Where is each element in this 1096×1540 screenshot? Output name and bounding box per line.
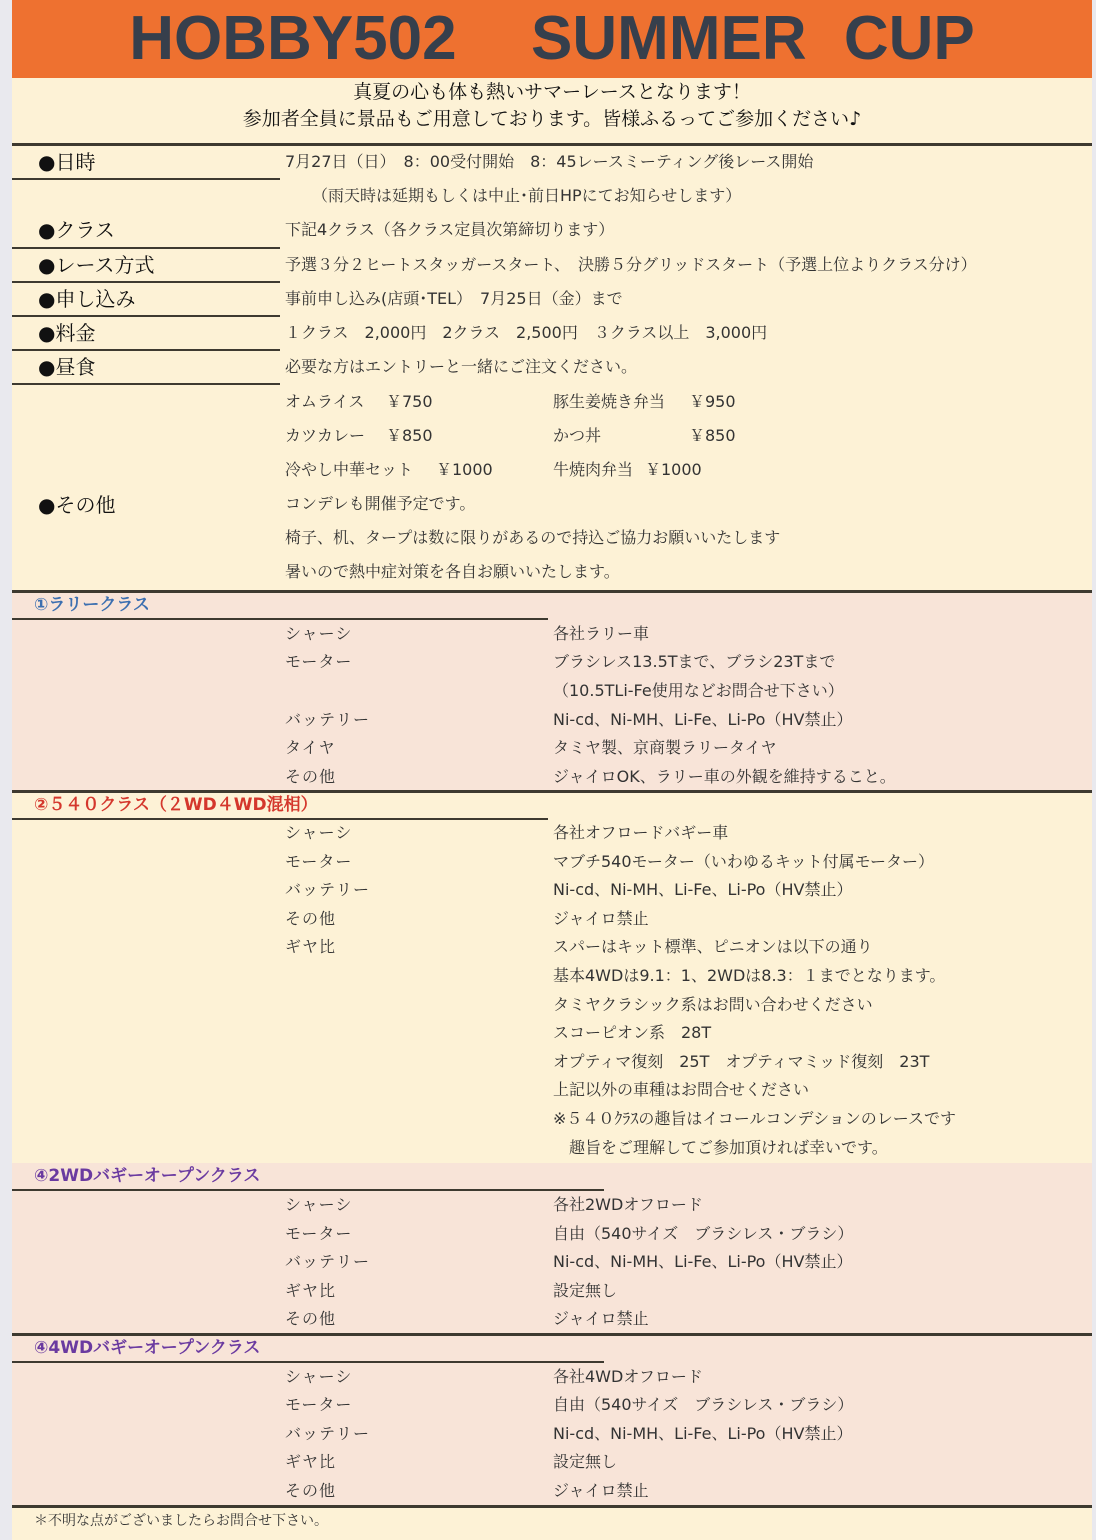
spec-value: ジャイロ禁止 [553, 1309, 649, 1328]
spec-value: タミヤクラシック系はお問い合わせください [553, 995, 873, 1014]
spec-value: 趣旨をご理解してご参加頂ければ幸いです。 [553, 1138, 888, 1157]
section-title-underline [12, 1361, 604, 1363]
section-2wd-open-class [12, 1163, 1092, 1333]
spec-value: 各社オフロードバギー車 [553, 823, 729, 842]
footer [12, 1505, 1092, 1540]
section-540-class [12, 790, 1092, 1163]
spec-value: 設定無し [553, 1281, 618, 1300]
section-title-underline [12, 818, 548, 820]
spec-value: 各社2WDオフロード [553, 1195, 703, 1214]
spec-value: マブチ540モーター（いわゆるキット付属モーター） [553, 852, 934, 871]
menu-item-price: ￥1000 [645, 460, 702, 479]
spec-key: ギヤ比 [285, 937, 337, 956]
spec-key: バッテリー [285, 710, 371, 729]
spec-value: タミヤ製、京商製ラリータイヤ [553, 738, 777, 757]
label-underline [12, 315, 280, 317]
spec-value: （10.5TLi-Fe使用などお問合せ下さい） [553, 681, 844, 700]
divider [12, 590, 1092, 593]
spec-key: ギヤ比 [285, 1452, 337, 1471]
spec-value: Ni-cd、Ni-MH、Li-Fe、Li-Po（HV禁止） [553, 1252, 853, 1271]
label-underline [12, 349, 280, 351]
other-line: 椅子、机、タープは数に限りがあるので持込ご協力お願いいたします [285, 528, 781, 547]
fee-label: ●料金 [38, 321, 96, 345]
menu-item-price: ￥850 [689, 426, 736, 445]
other-line: コンデレも開催予定です。 [285, 494, 476, 513]
subtitle-line-1: 真夏の心も体も熱いサマーレースとなります！ [353, 81, 751, 103]
date-value: 7月27日（日） 8：00受付開始 8：45レースミーティング後レース開始 [285, 152, 814, 171]
race-format-label: ●レース方式 [38, 253, 155, 277]
section-title-underline [12, 618, 548, 620]
menu-item-name: オムライス [285, 392, 365, 411]
section-4wd-open-class [12, 1333, 1092, 1505]
divider [12, 143, 1092, 146]
menu-item-price: ￥750 [386, 392, 433, 411]
spec-key: その他 [285, 767, 337, 786]
section-title: ①ラリークラス [34, 595, 150, 615]
label-underline [12, 383, 280, 385]
spec-value: オプティマ復刻 25T オプティマミッド復刻 23T [553, 1052, 930, 1071]
menu-item-name: かつ丼 [553, 426, 602, 445]
menu-item-name: カツカレー [285, 426, 366, 445]
spec-key: その他 [285, 1309, 337, 1328]
section-title: ④2WDバギーオープンクラス [34, 1166, 261, 1186]
class-label: ●クラス [38, 218, 115, 242]
spec-key: シャーシ [285, 1367, 353, 1386]
spec-value: ジャイロ禁止 [553, 909, 649, 928]
fee-value: １クラス 2,000円 2クラス 2,500円 ３クラス以上 3,000円 [285, 323, 768, 342]
spec-value: スコーピオン系 28T [553, 1023, 712, 1042]
race-format-value: 予選３分２ヒートスタッガースタート、 決勝５分グリッドスタート（予選上位よりクラス分け） [285, 255, 977, 274]
spec-key: シャーシ [285, 624, 353, 643]
section-title-underline [12, 1189, 604, 1191]
spec-key: モーター [285, 852, 353, 871]
spec-value: 基本4WDは9.1：1、2WDは8.3：１までとなります。 [553, 966, 946, 985]
section-title: ②５４０クラス（２WD４WD混相） [34, 795, 318, 815]
spec-key: ギヤ比 [285, 1281, 337, 1300]
other-line: 暑いので熱中症対策を各自お願いいたします。 [285, 562, 620, 581]
spec-key: その他 [285, 1481, 337, 1500]
spec-key: シャーシ [285, 823, 353, 842]
menu-item-name: 牛焼肉弁当 [553, 460, 634, 479]
flyer-sheet [12, 0, 1092, 1540]
entry-value: 事前申し込み(店頭･TEL） 7月25日（金）まで [285, 289, 623, 308]
menu-item-name: 豚生姜焼き弁当 [553, 392, 666, 411]
spec-value: ジャイロ禁止 [553, 1481, 649, 1500]
page-title: HOBBY502 SUMMER CUP [129, 4, 975, 73]
class-value: 下記4クラス（各クラス定員次第締切ります） [285, 220, 615, 239]
spec-value: 各社4WDオフロード [553, 1367, 703, 1386]
spec-value: 各社ラリー車 [553, 624, 650, 643]
spec-key: バッテリー [285, 1252, 371, 1271]
spec-key: タイヤ [285, 738, 336, 757]
footer-note: ＊不明な点がございましたらお問合せ下さい。 [34, 1513, 328, 1529]
spec-value: スパーはキット標準、ピニオンは以下の通り [553, 937, 873, 956]
spec-key: モーター [285, 1395, 353, 1414]
spec-value: 上記以外の車種はお問合せください [553, 1080, 810, 1099]
section-title: ④4WDバギーオープンクラス [34, 1338, 261, 1358]
spec-value: Ni-cd、Ni-MH、Li-Fe、Li-Po（HV禁止） [553, 710, 853, 729]
lunch-label: ●昼食 [38, 355, 96, 379]
menu-item-name: 冷やし中華セット [285, 460, 414, 479]
label-underline [12, 281, 280, 283]
subtitle-line-2: 参加者全員に景品もご用意しております。皆様ふるってご参加ください♪ [242, 108, 862, 130]
menu-item-price: ￥1000 [436, 460, 493, 479]
spec-key: その他 [285, 909, 337, 928]
spec-value: ジャイロOK、ラリー車の外観を維持すること。 [553, 767, 896, 786]
other-label: ●その他 [38, 493, 116, 517]
entry-label: ●申し込み [38, 287, 136, 311]
lunch-value: 必要な方はエントリーと一緒にご注文ください。 [285, 357, 638, 376]
label-underline [12, 247, 280, 249]
spec-value: 自由（540サイズ ブラシレス・ブラシ） [553, 1395, 854, 1414]
spec-value: ※５４０ｸﾗｽの趣旨はイコールコンデションのレースです [553, 1109, 957, 1128]
spec-key: モーター [285, 1224, 353, 1243]
spec-value: Ni-cd、Ni-MH、Li-Fe、Li-Po（HV禁止） [553, 1424, 853, 1443]
spec-key: モーター [285, 652, 353, 671]
spec-key: シャーシ [285, 1195, 353, 1214]
spec-key: バッテリー [285, 880, 371, 899]
section-rally-class [12, 590, 1092, 790]
date-label: ●日時 [38, 150, 96, 174]
menu-item-price: ￥950 [689, 392, 736, 411]
spec-value: Ni-cd、Ni-MH、Li-Fe、Li-Po（HV禁止） [553, 880, 853, 899]
menu-item-price: ￥850 [386, 426, 433, 445]
divider [12, 1505, 1092, 1508]
label-underline [12, 178, 280, 180]
spec-value: 設定無し [553, 1452, 618, 1471]
date-note: （雨天時は延期もしくは中止･前日HPにてお知らせします） [312, 186, 742, 205]
header-banner [12, 0, 1092, 78]
spec-key: バッテリー [285, 1424, 371, 1443]
spec-value: 自由（540サイズ ブラシレス・ブラシ） [553, 1224, 854, 1243]
spec-value: ブラシレス13.5Tまで、ブラシ23Tまで [553, 652, 836, 671]
